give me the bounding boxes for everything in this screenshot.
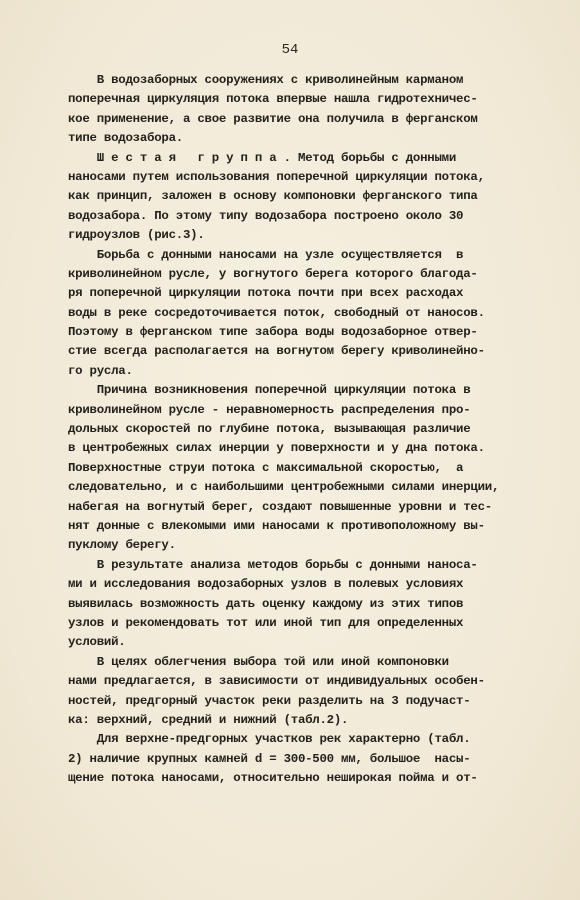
text-line: В результате анализа методов борьбы с донными наноса- xyxy=(68,557,478,572)
text-line: щение потока наносами, относительно неширокая пойма и от- xyxy=(68,771,478,786)
text-line: ностей, предгорный участок реки разделить на 3 подучаст- xyxy=(68,693,471,708)
text-line: водозабора. По этому типу водозабора построено около 30 xyxy=(68,208,464,223)
text-line: поперечная циркуляция потока впервые нашла гидротехничес- xyxy=(68,92,478,107)
text-line: криволинейном русле - неравномерность распределения про- xyxy=(68,402,471,417)
text-line: пуклому берегу. xyxy=(68,538,176,553)
text-line: как принцип, заложен в основу компоновки ферганского типа xyxy=(68,189,478,204)
body-text xyxy=(68,71,528,788)
text-line: нами предлагается, в зависимости от индивидуальных особен- xyxy=(68,674,485,689)
text-line: Ш е с т а я г р у п п а . Метод борьбы с донными xyxy=(68,150,457,165)
text-line: Причина возникновения поперечной циркуляции потока в xyxy=(68,383,471,398)
text-line: наносами путем использования поперечной циркуляции потока, xyxy=(68,169,485,184)
text-line: Поэтому в ферганском типе забора воды водозаборное отвер- xyxy=(68,325,478,340)
text-line: набегая на вогнутый берег, создают повышенные уровни и тес- xyxy=(68,499,492,514)
text-line: Поверхностные струи потока с максимальной скоростью, а xyxy=(68,460,464,475)
text-line: выявилась возможность дать оценку каждому из этих типов xyxy=(68,596,464,611)
text-line: стие всегда располагается на вогнутом берегу криволинейно- xyxy=(68,344,485,359)
text-line: типе водозабора. xyxy=(68,131,183,146)
text-line: воды в реке сосредоточивается поток, свободный от наносов. xyxy=(68,305,485,320)
text-line: Для верхне-предгорных участков рек характерно (табл. xyxy=(68,732,471,747)
text-line: кое применение, а свое развитие она получила в ферганском xyxy=(68,111,478,126)
text-line: дольных скоростей по глубине потока, вызывающая различие xyxy=(68,422,471,437)
page-number: 54 xyxy=(281,42,299,58)
text-line: го русла. xyxy=(68,363,133,378)
text-line: ка: верхний, средний и нижний (табл.2). xyxy=(68,712,349,727)
text-line: следовательно, и с наибольшими центробежными силами инерции, xyxy=(68,480,500,495)
text-line: В водозаборных сооружениях с криволинейным карманом xyxy=(68,73,464,87)
text-line: 2) наличие крупных камней d = 300-500 мм, большое насы- xyxy=(68,751,471,766)
text-line: в центробежных силах инерции у поверхности и у дна потока. xyxy=(68,441,485,456)
text-line: условий. xyxy=(68,635,126,650)
text-line: нят донные с влекомыми ими наносами к противоположному вы- xyxy=(68,518,485,533)
text-line: Борьба с донными наносами на узле осуществляется в xyxy=(68,247,464,262)
text-line: ря поперечной циркуляции потока почти при всех расходах xyxy=(68,286,464,301)
text-line: В целях облегчения выбора той или иной компоновки xyxy=(68,654,449,669)
text-line: ми и исследования водозаборных узлов в полевых условиях xyxy=(68,577,464,592)
text-line: гидроузлов (рис.3). xyxy=(68,228,205,243)
text-line: узлов и рекомендовать тот или иной тип для определенных xyxy=(68,615,464,630)
text-line: криволинейном русле, у вогнутого берега которого благода- xyxy=(68,266,478,281)
